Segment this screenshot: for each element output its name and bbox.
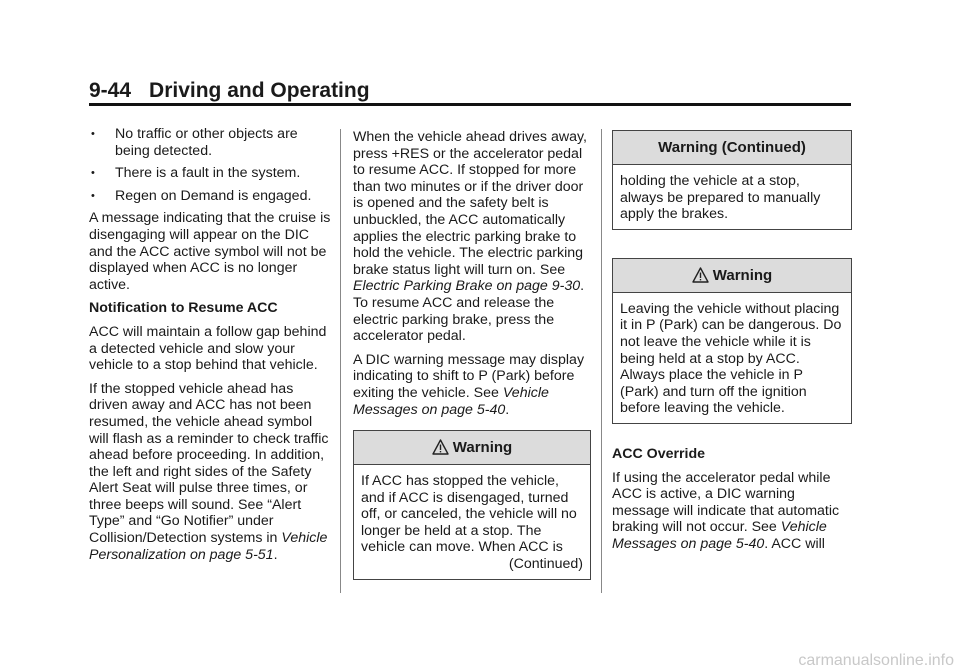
column-2	[353, 129, 591, 580]
paragraph: A message indicating that the cruise is disengaging will appear on the DIC and the ACC active symbol will not be displayed when ACC is no longer active.	[89, 210, 331, 293]
section-title: Driving and Operating	[149, 79, 370, 102]
warning-header: Warning	[354, 431, 590, 465]
column-1	[89, 126, 334, 570]
paragraph: ACC will maintain a follow gap behind a detected vehicle and slow your vehicle to a stop behind that vehicle.	[89, 323, 327, 374]
column-divider-2	[601, 129, 602, 593]
paragraph: If the stopped vehicle ahead has driven away and ACC has not been resumed, the vehicle ahead symbol will flash as a reminder to check traffic ahead before proceeding. In addition, the left and right sides of the Safety Alert Seat will pulse three times, or three beeps will sound. See “Alert Type” and “Go Notifier” under Collision/Detection systems in Vehicle Personalization on page 5-51.	[89, 380, 329, 563]
warning-header: Warning	[613, 259, 851, 293]
paragraph: A DIC warning message may display indicating to shift to P (Park) before exiting the vehicle. See Vehicle Messages on page 5-40.	[353, 351, 585, 418]
page-header	[89, 79, 370, 103]
warning-body: If ACC has stopped the vehicle, and if ACC is disengaged, turned off, or canceled, the vehicle will no longer be held at a stop. The vehicle can move. When ACC is (Continued)	[361, 473, 583, 573]
bullet-item: • There is a fault in the system.	[91, 165, 301, 182]
paragraph: If using the accelerator pedal while ACC is active, a DIC warning message will indicate that automatic braking will not occur. See Vehicle Messages on page 5-40. ACC will	[612, 469, 840, 552]
paragraph: When the vehicle ahead drives away, press +RES or the accelerator pedal to resume ACC. If stopped for more than two minutes or if the driver door is opened and the safety belt is unbuckled, the ACC automatically applies the electric parking brake to hold the vehicle. The electric parking brake status light will turn on. See Electric Parking Brake on page 9-30. To resume ACC and release the electric parking brake, press the accelerator pedal.	[353, 129, 587, 345]
warning-triangle-icon	[432, 439, 449, 455]
cross-reference-link[interactable]: Vehicle Messages on page 5-40	[353, 384, 549, 418]
page-number: 9-44	[89, 79, 132, 102]
bullet-icon: •	[91, 128, 95, 140]
bullet-icon: •	[91, 167, 95, 180]
warning-box	[353, 430, 591, 580]
subheading: ACC Override	[612, 445, 706, 462]
warning-body: holding the vehicle at a stop, always be prepared to manually apply the brakes.	[620, 173, 821, 223]
header-rule	[89, 103, 851, 106]
warning-body: Leaving the vehicle without placing it in P (Park) can be dangerous. Do not leave the vehicle while it is being held at a stop by ACC. Always place the vehicle in P (Park) and turn off the ignition before leaving the vehicle.	[620, 300, 842, 417]
cross-reference-link[interactable]: Electric Parking Brake on page 9-30	[353, 278, 581, 295]
column-3	[612, 130, 852, 560]
bullet-icon: •	[91, 189, 95, 202]
warning-triangle-icon	[692, 267, 709, 283]
bullet-item: • No traffic or other objects are being detected.	[91, 126, 298, 159]
column-divider-1	[340, 129, 341, 593]
watermark: carmanualsonline.info	[798, 652, 954, 669]
bullet-item: • Regen on Demand is engaged.	[91, 187, 312, 204]
cross-reference-link[interactable]: Vehicle Messages on page 5-40	[612, 519, 827, 552]
cross-reference-link[interactable]: Vehicle Personalization on page 5-51	[89, 530, 328, 563]
warning-box	[612, 258, 852, 424]
subheading: Notification to Resume ACC	[89, 300, 278, 317]
warning-continued-box	[612, 130, 852, 230]
warning-header: Warning (Continued)	[613, 131, 851, 165]
continued-label: (Continued)	[508, 556, 583, 573]
